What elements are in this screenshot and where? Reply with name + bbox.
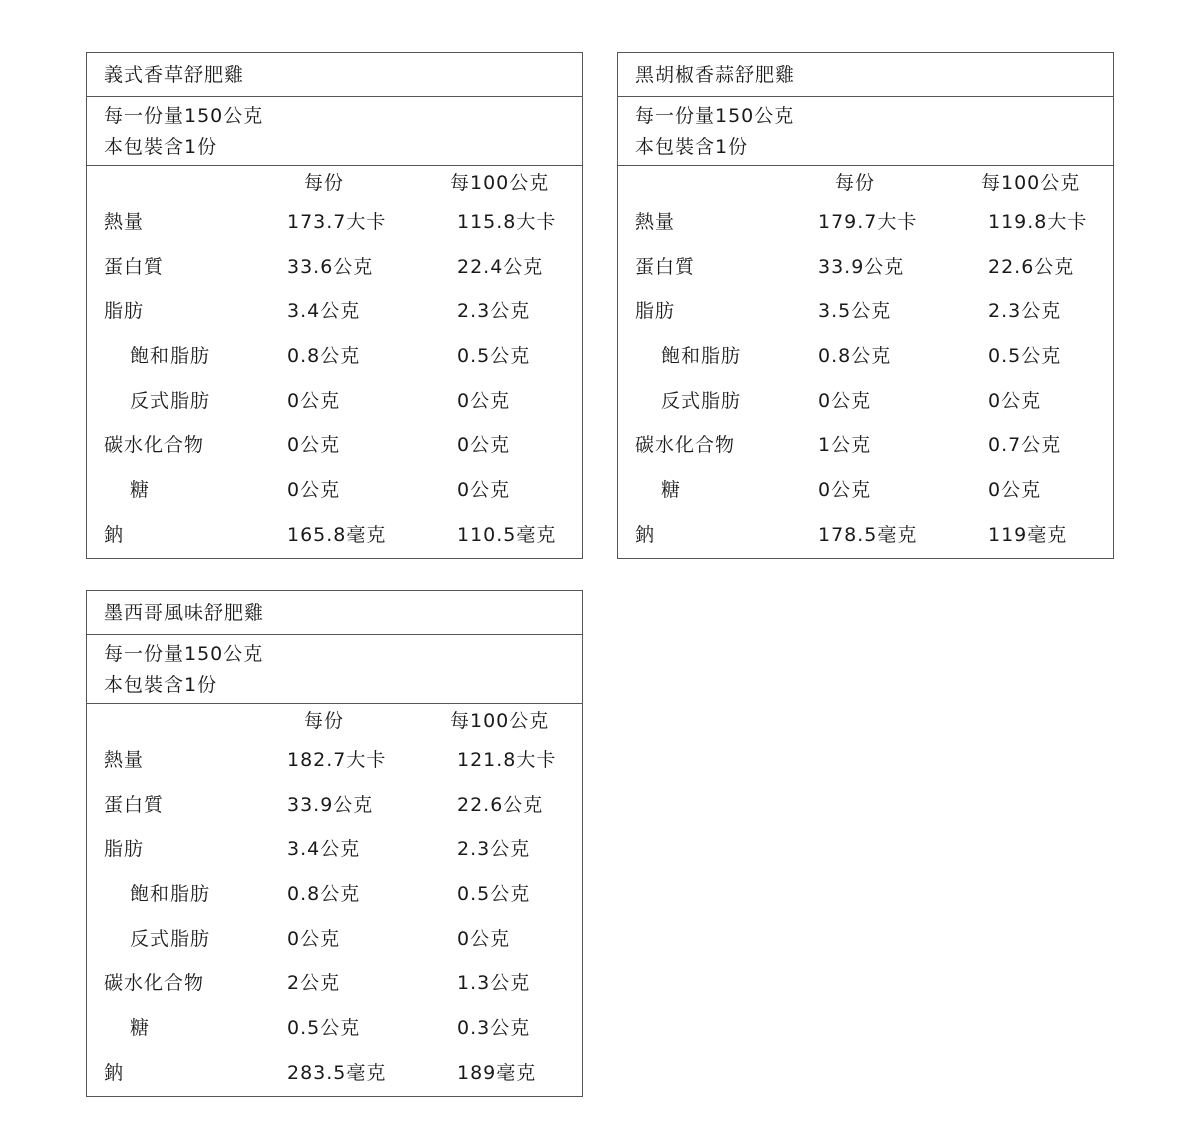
value-per-serving: 3.5公克: [818, 300, 892, 323]
value-per-serving: 165.8毫克: [287, 523, 387, 546]
value-per-100g: 0公克: [457, 389, 511, 412]
row-carbohydrate: [87, 960, 582, 1005]
row-trans-fat: [618, 378, 1113, 423]
value-per-100g: 2.3公克: [457, 838, 531, 861]
value-per-100g: 189毫克: [457, 1061, 537, 1084]
column-headers: [618, 166, 1113, 199]
row-trans-fat: [87, 916, 582, 961]
value-per-100g: 0公克: [988, 479, 1042, 502]
nutrition-label-black-pepper-garlic: [617, 52, 1114, 559]
row-saturated-fat: [618, 333, 1113, 378]
row-name: 脂肪: [104, 838, 145, 861]
label-title: 墨西哥風味舒肥雞: [87, 591, 582, 635]
value-per-100g: 0公克: [457, 479, 511, 502]
row-name: 反式脂肪: [130, 927, 211, 950]
serving-size: 每一份量150公克: [635, 105, 795, 127]
value-per-serving: 173.7大卡: [287, 211, 387, 233]
value-per-serving: 1公克: [818, 434, 872, 457]
row-name: 飽和脂肪: [130, 883, 211, 906]
row-name: 反式脂肪: [661, 389, 742, 412]
value-per-serving: 33.6公克: [287, 255, 374, 278]
value-per-serving: 3.4公克: [287, 300, 361, 323]
col-per-100g: 每100公克: [450, 710, 550, 732]
value-per-serving: 283.5毫克: [287, 1061, 387, 1084]
row-name: 蛋白質: [104, 793, 165, 816]
value-per-100g: 2.3公克: [457, 300, 531, 323]
value-per-100g: 1.3公克: [457, 972, 531, 995]
row-fat: [618, 288, 1113, 333]
row-carbohydrate: [618, 422, 1113, 467]
row-fat: [87, 288, 582, 333]
col-per-serving: 每份: [835, 172, 876, 194]
value-per-100g: 110.5毫克: [457, 523, 557, 546]
row-name: 熱量: [635, 211, 676, 233]
row-name: 糖: [130, 479, 151, 502]
row-saturated-fat: [87, 333, 582, 378]
label-title: 黑胡椒香蒜舒肥雞: [618, 53, 1113, 97]
col-per-serving: 每份: [304, 710, 345, 732]
value-per-100g: 119毫克: [988, 523, 1068, 546]
value-per-serving: 3.4公克: [287, 838, 361, 861]
row-sugar: [87, 467, 582, 512]
value-per-serving: 33.9公克: [287, 793, 374, 816]
row-carbohydrate: [87, 422, 582, 467]
col-per-serving: 每份: [304, 172, 345, 194]
row-name: 鈉: [635, 523, 656, 546]
row-name: 糖: [661, 479, 682, 502]
row-name: 熱量: [104, 749, 145, 771]
nutrition-label-italian-herb: [86, 52, 583, 559]
row-name: 脂肪: [635, 300, 676, 323]
servings-per-package: 本包裝含1份: [635, 136, 749, 158]
value-per-serving: 0公克: [287, 434, 341, 457]
col-per-100g: 每100公克: [981, 172, 1081, 194]
value-per-100g: 0公克: [988, 389, 1042, 412]
row-name: 脂肪: [104, 300, 145, 323]
value-per-serving: 182.7大卡: [287, 749, 387, 771]
value-per-100g: 0.3公克: [457, 1017, 531, 1040]
value-per-100g: 0公克: [457, 434, 511, 457]
value-per-serving: 179.7大卡: [818, 211, 918, 233]
servings-per-package: 本包裝含1份: [104, 674, 218, 696]
row-name: 飽和脂肪: [130, 345, 211, 368]
row-name: 碳水化合物: [104, 434, 205, 457]
row-calories: [87, 199, 582, 244]
row-name: 熱量: [104, 211, 145, 233]
row-calories: [87, 737, 582, 782]
value-per-100g: 22.6公克: [988, 255, 1075, 278]
value-per-serving: 0.5公克: [287, 1017, 361, 1040]
servings-per-package: 本包裝含1份: [104, 136, 218, 158]
row-calories: [618, 199, 1113, 244]
value-per-serving: 0公克: [287, 389, 341, 412]
serving-info: [87, 635, 582, 704]
value-per-serving: 0公克: [818, 389, 872, 412]
row-protein: [87, 782, 582, 827]
value-per-serving: 0.8公克: [287, 883, 361, 906]
row-name: 碳水化合物: [104, 972, 205, 995]
value-per-100g: 119.8大卡: [988, 211, 1088, 233]
row-sugar: [618, 467, 1113, 512]
row-name: 糖: [130, 1017, 151, 1040]
row-sodium: [87, 1050, 582, 1095]
value-per-serving: 0公克: [287, 927, 341, 950]
value-per-100g: 22.4公克: [457, 255, 544, 278]
serving-size: 每一份量150公克: [104, 643, 264, 665]
value-per-serving: 0公克: [287, 479, 341, 502]
row-name: 鈉: [104, 523, 125, 546]
value-per-100g: 121.8大卡: [457, 749, 557, 771]
row-sodium: [87, 512, 582, 557]
value-per-100g: 0公克: [457, 927, 511, 950]
row-name: 蛋白質: [635, 255, 696, 278]
row-protein: [618, 244, 1113, 289]
value-per-100g: 22.6公克: [457, 793, 544, 816]
nutrition-label-mexican-style: [86, 590, 583, 1097]
serving-size: 每一份量150公克: [104, 105, 264, 127]
col-per-100g: 每100公克: [450, 172, 550, 194]
row-name: 飽和脂肪: [661, 345, 742, 368]
row-protein: [87, 244, 582, 289]
value-per-100g: 2.3公克: [988, 300, 1062, 323]
value-per-100g: 115.8大卡: [457, 211, 557, 233]
value-per-serving: 0.8公克: [287, 345, 361, 368]
row-name: 蛋白質: [104, 255, 165, 278]
value-per-serving: 178.5毫克: [818, 523, 918, 546]
row-name: 碳水化合物: [635, 434, 736, 457]
row-sugar: [87, 1005, 582, 1050]
label-title: 義式香草舒肥雞: [87, 53, 582, 97]
value-per-serving: 0.8公克: [818, 345, 892, 368]
column-headers: [87, 704, 582, 737]
row-fat: [87, 826, 582, 871]
value-per-serving: 0公克: [818, 479, 872, 502]
serving-info: [618, 97, 1113, 166]
row-saturated-fat: [87, 871, 582, 916]
value-per-100g: 0.5公克: [988, 345, 1062, 368]
row-name: 反式脂肪: [130, 389, 211, 412]
value-per-100g: 0.7公克: [988, 434, 1062, 457]
row-trans-fat: [87, 378, 582, 423]
value-per-serving: 2公克: [287, 972, 341, 995]
value-per-serving: 33.9公克: [818, 255, 905, 278]
value-per-100g: 0.5公克: [457, 883, 531, 906]
row-sodium: [618, 512, 1113, 557]
serving-info: [87, 97, 582, 166]
column-headers: [87, 166, 582, 199]
value-per-100g: 0.5公克: [457, 345, 531, 368]
row-name: 鈉: [104, 1061, 125, 1084]
